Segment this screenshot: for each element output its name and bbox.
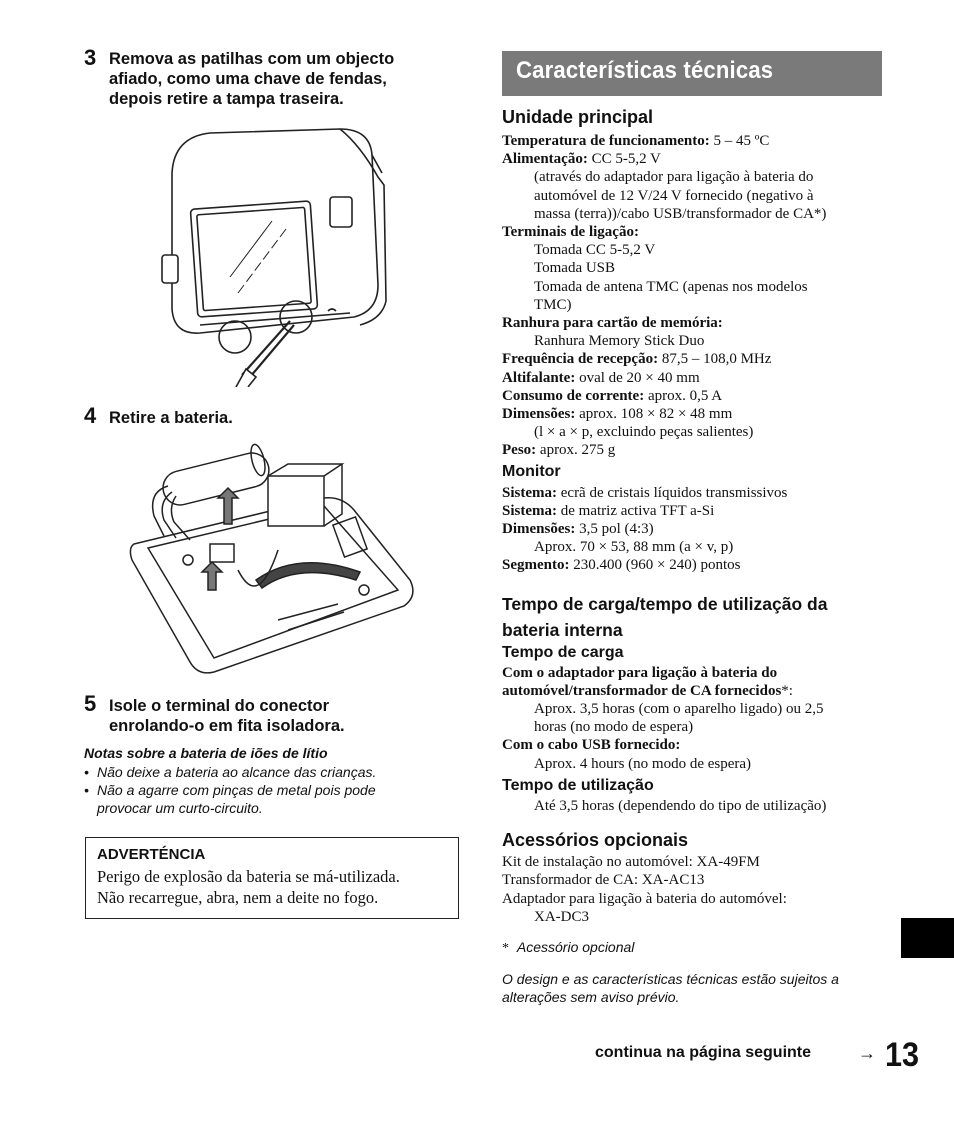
monitor-title: Monitor (502, 462, 561, 480)
step-5-line: enrolando-o em fita isoladora. (109, 717, 345, 735)
spec-line: Tomada de antena TMC (apenas nos modelos (534, 278, 808, 295)
footnote-mark: *: (781, 682, 793, 699)
spec-line: Tomada USB (534, 260, 616, 277)
footnote-mark: * (502, 940, 509, 956)
step-4-number: 4 (84, 403, 97, 428)
note-line: provocar um curto-circuito. (97, 800, 263, 816)
spec-value: ecrã de cristais líquidos transmissivos (557, 484, 788, 501)
accessory-line: Kit de instalação no automóvel: XA-49FM (502, 854, 760, 871)
spec-freq (502, 350, 892, 368)
warning-box (85, 837, 459, 919)
step-3-line: depois retire a tampa traseira. (109, 90, 344, 108)
spec-line: Tomada CC 5-5,2 V (534, 242, 656, 259)
spec-line: automóvel de 12 V/24 V fornecido (negativo à (534, 187, 814, 204)
spec-adapter-label (502, 664, 892, 682)
accessories-title: Acessórios opcionais (502, 830, 689, 851)
note-item (84, 763, 464, 781)
spec-line: Aprox. 3,5 horas (com o aparelho ligado) ou 2,5 (534, 701, 824, 718)
spec-value: oval de 20 × 40 mm (575, 369, 700, 386)
battery-removal-illustration (128, 440, 418, 676)
spec-label: Com o adaptador para ligação à bateria do (502, 664, 778, 681)
page-number: 13 (885, 1036, 920, 1074)
step-3-line: afiado, como uma chave de fendas, (109, 70, 387, 88)
bullet-icon: • (84, 764, 89, 780)
spec-label: Peso: (502, 442, 537, 459)
spec-monitor-dimensions (502, 520, 892, 538)
battery-title-line: Tempo de carga/tempo de utilização da (502, 593, 828, 614)
warning-line: Perigo de explosão da bateria se má-utilizada. (97, 867, 400, 886)
spec-adapter-label (502, 682, 892, 700)
back-cover-illustration (160, 125, 390, 387)
spec-label: automóvel/transformador de CA fornecidos (502, 682, 782, 699)
spec-value: aprox. 108 × 82 × 48 mm (575, 406, 733, 423)
spec-dimensions (502, 405, 892, 423)
warning-title: ADVERTÉNCIA (97, 846, 206, 863)
notes-title: Notas sobre a bateria de iões de lítio (84, 745, 328, 761)
spec-value: 230.400 (960 × 240) pontos (569, 557, 741, 574)
spec-line: (l × a × p, excluindo peças salientes) (534, 424, 754, 441)
spec-value: aprox. 0,5 A (644, 387, 723, 404)
spec-line: Ranhura Memory Stick Duo (534, 333, 705, 350)
step-4-text: Retire a bateria. (109, 409, 233, 427)
footnote (502, 938, 892, 958)
spec-label: Sistema: (502, 502, 557, 519)
continue-text: continua na página seguinte (595, 1044, 812, 1061)
spec-label: Temperatura de funcionamento: (502, 133, 710, 149)
spec-value: aprox. 275 g (536, 442, 616, 459)
spec-speaker (502, 369, 892, 387)
side-tab-marker (901, 918, 954, 958)
spec-value: 5 – 45 ºC (709, 133, 770, 149)
step-3-text (109, 49, 394, 109)
spec-label: Alimentação: (502, 151, 588, 168)
spec-segment (502, 556, 892, 574)
spec-line: horas (no modo de espera) (534, 719, 694, 736)
spec-system (502, 484, 892, 502)
spec-line: (através do adaptador para ligação à bateria do (534, 169, 814, 186)
note-line: Não a agarre com pinças de metal pois pode (97, 782, 376, 798)
step-5-text (109, 696, 345, 736)
spec-line: Até 3,5 horas (dependendo do tipo de utilização) (534, 797, 827, 814)
bullet-icon: • (84, 782, 89, 798)
battery-title (502, 591, 892, 643)
spec-label: Com o cabo USB fornecido: (502, 737, 681, 754)
section-header-bar (502, 51, 882, 96)
battery-title-line: bateria interna (502, 619, 623, 640)
spec-label: Sistema: (502, 484, 557, 501)
note-item (84, 781, 464, 817)
spec-label: Ranhura para cartão de memória: (502, 315, 723, 332)
footnote-text: Acessório opcional (516, 938, 635, 955)
spec-weight (502, 441, 892, 459)
accessory-line: XA-DC3 (534, 908, 589, 925)
spec-label: Frequência de recepção: (502, 351, 659, 368)
disclaimer-line: alterações sem aviso prévio. (502, 988, 680, 1005)
spec-value: 3,5 pol (4:3) (575, 521, 654, 538)
spec-terminals (502, 223, 892, 241)
spec-label: Consumo de corrente: (502, 387, 645, 404)
note-line: Não deixe a bateria ao alcance das crianças. (97, 764, 377, 780)
step-5-number: 5 (84, 691, 97, 716)
spec-op-temp (502, 132, 892, 150)
spec-power (502, 150, 892, 168)
spec-label: Terminais de ligação: (502, 224, 639, 241)
battery-notes (84, 745, 464, 817)
charge-time-title: Tempo de carga (502, 643, 624, 661)
step-3-number: 3 (84, 45, 97, 70)
spec-slot (502, 314, 892, 332)
step-3-line: Remova as patilhas com um objecto (109, 50, 395, 68)
main-unit-title: Unidade principal (502, 107, 654, 127)
spec-label: Dimensões: (502, 406, 576, 423)
disclaimer-line: O design e as características técnicas estão sujeitos a (502, 970, 839, 987)
disclaimer (502, 970, 892, 1006)
spec-value: CC 5-5,2 V (587, 151, 661, 168)
spec-line: massa (terra))/cabo USB/transformador de CA*) (534, 205, 827, 222)
spec-line: TMC) (534, 296, 572, 313)
spec-label: Segmento: (502, 557, 570, 574)
arrow-right-icon: → (858, 1043, 876, 1063)
accessory-line: Adaptador para ligação à bateria do automóvel: (502, 890, 787, 907)
spec-value: 87,5 – 108,0 MHz (658, 351, 772, 368)
use-time-title: Tempo de utilização (502, 776, 654, 794)
spec-label: Altifalante: (502, 369, 576, 386)
step-5-line: Isole o terminal do conector (109, 697, 330, 715)
spec-line: Aprox. 4 hours (no modo de espera) (534, 755, 752, 772)
warning-line: Não recarregue, abra, nem a deite no fogo. (97, 888, 379, 907)
spec-usb-label (502, 736, 892, 754)
section-title: Características técnicas (516, 57, 774, 84)
accessory-line: Transformador de CA: XA-AC13 (502, 872, 705, 889)
spec-label: Dimensões: (502, 521, 576, 538)
spec-system (502, 502, 892, 520)
spec-current (502, 387, 892, 405)
main-unit-section (502, 107, 892, 1006)
spec-value: de matriz activa TFT a-Si (557, 502, 715, 519)
spec-line: Aprox. 70 × 53, 88 mm (a × v, p) (534, 539, 734, 556)
